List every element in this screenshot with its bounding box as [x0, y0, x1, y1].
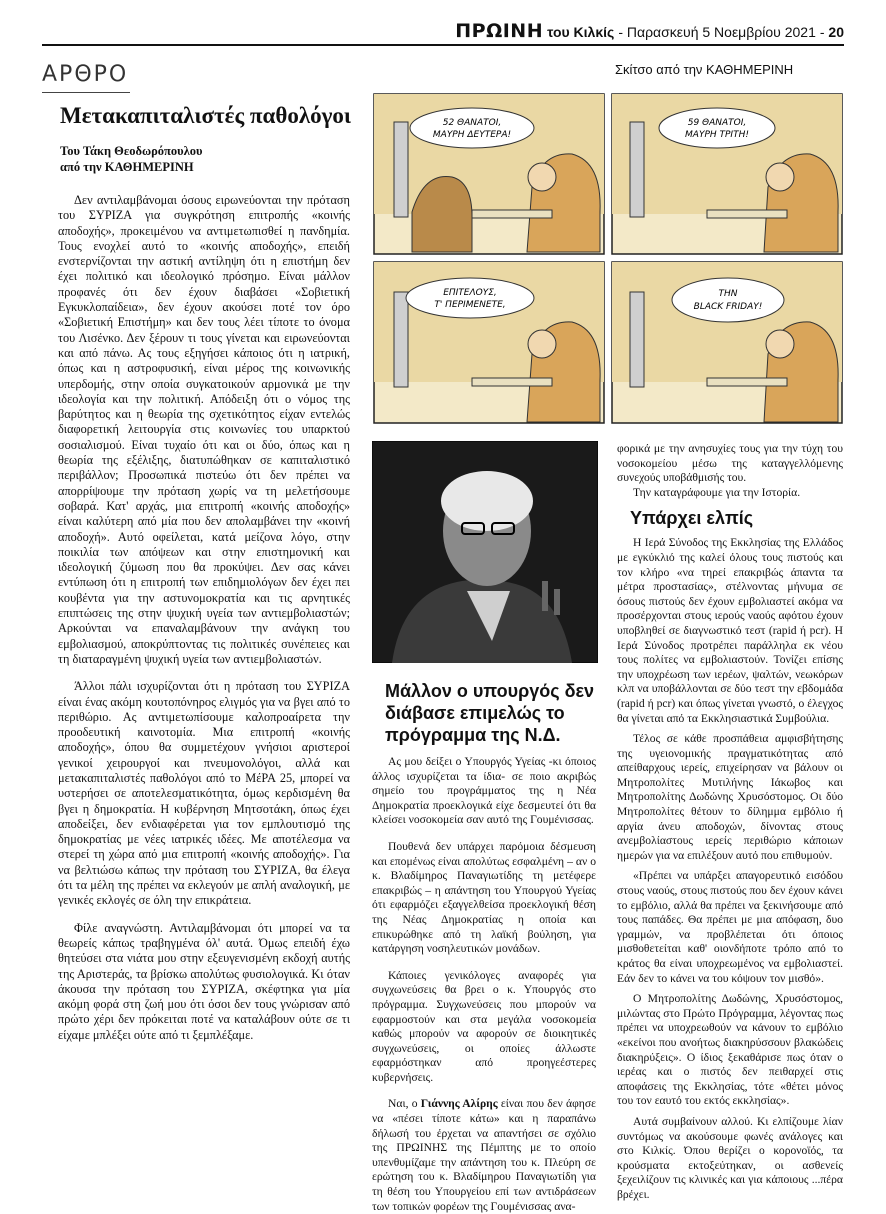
cartoon-panel-4	[612, 262, 842, 423]
cartoon-strip	[372, 92, 844, 425]
article2-paragraph: Ναι, ο Γιάννης Αλίρης είναι που δεν άφησε να «πέσει τίποτε κάτω» και η παραπάνω δήλωσή του έρχεται να απαντήσει σε σχόλιο της ΠΡΩΙΝΗΣ της Πέμπτης με το οποίο υπενθυμίζαμε την απάντηση του κ. Πλεύρη σε ερώτηση του κ. Βλαδίμηρου Παναγιωτίδη για τη θέση του Υπουργείου επί των αντιδράσεων των τοπικών φορέων της Γουμένισσας ανα-	[372, 1097, 596, 1213]
article-paragraph: Δεν αντιλαμβάνομαι όσους ειρωνεύονται την πρόταση του ΣΥΡΙΖΑ για συγκρότηση επιτροπής «κοινής αποδοχής», προκειμένου να αντιμετωπισθεί η πανδημία. Τους ενοχλεί αυτό το «κοινής αποδοχής», επειδή ενστερνίζονται την αστική αντίληψη ότι η επιστήμη δεν έχει πολιτικό και ιδεολογικό πρόσημο. Είναι μάλλον προφανές ότι δεν έχουν διαβάσει «Σοβιετική Εγκυκλοπαίδεια», δεν έχουν ακούσει ποτέ τον όρο «Σοβιετική Επιστήμη» και δεν τους λέει τίποτε το όνομα του Λισένκο. Δεν ξέρουν τι τους γίνεται και ειρωνεύονται και από πάνω. Ας τους εξηγήσει κάποιος ότι η ιατρική, όπως και η αστροφυσική, είναι μέρος της κοινωνικής υπερδομής, στην οποία συγκατοικούν αρμονικά με την ιδεολογία και την πολιτική. Απόδειξη ότι ο νόμος της βαρύτητος και η θεωρία της σχετικότητος είχαν εντελώς διαφορετική λειτουργία στις κοινωνίες του υπαρκτού σοσιαλισμού. Είναι τυχαίο ότι και οι δύο, όπως και η θεωρία της εξέλιξης, διατυπώθηκαν σε καπιταλιστικό περιβάλλον; Προσωπικά πιστεύω ότι δεν πρέπει να απορρίψουμε την πρόταση χωρίς να τη μελετήσουμε σοβαρά. Κατ' αρχάς, μια επιτροπή «κοινής αποδοχής» είναι καλύτερη από μία που δεν απολαμβάνει την «κοινή αποδοχή». Αυτό οφείλεται, κατά μείζονα λόγο, στην ποικιλία των απόψεων και στην επιστημονική και ιδεολογική ζύμωση που θα προκύψει. Δεν σας κάνει εντύπωση ότι η επιτροπή των επιδημιολόγων δεν έχει πει κουβέντα για την αστυνομοκρατία και τις αρνητικές επιπτώσεις της στην ψυχική υγεία των αντιεμβολιαστών; Αρκούνται να επαναλαμβάνουν την ανάγκη του εμβολιασμού, αποκρύπτοντας τις πολιτικές συνέπειες και τη διαταραγμένη ψυχική υγεία των αντιεμβολιαστών.	[58, 193, 350, 666]
article2-paragraph: Ας μου δείξει ο Υπουργός Υγείας -κι όποιος άλλος ισχυρίζεται τα ίδια- σε ποιο ακριβώς σημείο του προγράμματος της η Νέα Δημοκρατία προεκλογικά είχε δεσμευτεί ότι θα κλείσει νοσοκομεία σαν αυτό της Γουμένισσας.	[372, 755, 596, 827]
column3-paragraph: Τέλος σε κάθε προσπάθεια αμφισβήτησης της υγειονομικής πραγματικότητας από απείθαρχους ιερείς, επιχείρησαν να βάλουν οι Μητροπολίτες Μυτιλήνης Ιάκωβος και Μητροπολίτης Δωδώνης Χρυσόστομος. Οι δύο Μητροπολίτες θέτουν το δίλημμα εμβόλιο ή αργία άνευ αποδοχών, δίνοντας στους ανεμβολίαστους ιερείς περιθώριο κάποιων ημερών για να επιλέξουν αυτό που επιθυμούν.	[617, 732, 843, 862]
masthead-date: Παρασκευή 5 Νοεμβρίου 2021	[626, 24, 816, 40]
cartoon-credit: Σκίτσο από την ΚΑΘΗΜΕΡΙΝΗ	[615, 62, 794, 77]
column3-body	[617, 442, 843, 1203]
article-body	[58, 193, 350, 1043]
column3-paragraph: «Πρέπει να υπάρξει απαγορευτικό εισόδου στους ναούς, στους πιστούς που δεν έχουν κάνει το εμβόλιο, αλλά θα πρέπει να ξεκινήσουμε από τους παπάδες. Θα πρέπει με μια απόφαση, δυο γραμμών, να προβλέπεται ότι όποιος μισθοθετείται καθ' οιονδήποτε τρόπο από το κράτος θα είναι υποχρεωμένος να εμβολιαστεί. Εάν δεν το κάνει να του κόψουν τον μισθό».	[617, 869, 843, 985]
masthead-rule	[42, 44, 844, 46]
cartoon-text-4b: BLACK FRIDAY!	[693, 302, 763, 312]
cartoon-text-2b: ΜΑΥΡΗ ΤΡΙΤΗ!	[685, 130, 749, 140]
cartoon-panel-3	[374, 262, 604, 423]
byline-author: Του Τάκη Θεοδωρόπουλου	[60, 144, 203, 158]
masthead-logo: ΠΡΩΙΝΗ	[455, 20, 544, 42]
cartoon-text-1b: ΜΑΥΡΗ ΔΕΥΤΕΡΑ!	[432, 130, 512, 140]
masthead-subtitle: του Κιλκίς	[547, 24, 615, 40]
cartoon-panel-1	[374, 94, 604, 254]
name-bold: Γιάννης Αλίρης	[420, 1097, 498, 1111]
column3-paragraph: Αυτά συμβαίνουν αλλού. Κι ελπίζουμε λίαν συντόμως να ακούσουμε φωνές ανάλογες και στο Κιλκίς. Όπου θερίζει ο κορονοϊός, τα κρούσματα εκτοξεύτηκαν, οι ασθενείς ξεχειλίζουν τις κλινικές και για κάποιους ...πέρα βρέχει.	[617, 1114, 843, 1201]
column3-paragraph: Η Ιερά Σύνοδος της Εκκλησίας της Ελλάδος με εγκύκλιό της καλεί όλους τους πιστούς και τον κλήρο «να τηρεί επακριβώς άπαντα τα μέτρα προστασίας», στέλνοντας μήνυμα σε όσους πιστούς δεν έχουν εμβολιαστεί ακόμα να προσέρχονται στους ιερούς ναούς αφότου έχουν υποβληθεί σε διαγνωστικό τεστ (rapid ή pcr). Η Ιερά Σύνοδος προτρέπει παράλληλα εκ νέου τους πολίτες να εμβολιαστούν. Τονίζει επίσης την υποχρέωση των ιερέων, ψαλτών, νεωκόρων κλπ να υποβάλλονται σε δύο τεστ την εβδομάδα (rapid ή pcr) και όπως γίνεται γνωστό, ο έλεγχος θα γίνεται από τα Εκκλησιαστικά Συμβούλια.	[617, 536, 843, 725]
article2-body	[372, 755, 596, 1214]
column3-paragraph: Ο Μητροπολίτης Δωδώνης, Χρυσόστομος, μιλώντας στο Πρώτο Πρόγραμμα, λέγοντας πως πρέπει να υποχρεωθούν να κάνουν το εμβόλιο «εκείνοι που ανοήτως διακηρύσσουν βλακώδεις διακηρύξεις». Ο ίδιος ξεκαθάρισε πως όταν ο ιερέας και ο πιστός δεν πειθαρχεί στις αποφάσεις της Εκκλησίας, τότε «θέτει μόνος του τον εαυτό του εκτός εκκλησίας».	[617, 992, 843, 1108]
article-paragraph: Φίλε αναγνώστη. Αντιλαμβάνομαι ότι μπορεί να τα θεωρείς κάπως τραβηγμένα όλ' αυτά. Όμως επειδή έχω θητεύσει στα νιάτα μου στην εξευγενισμένη εκδοχή αυτής της Αριστεράς, τα βρίσκω απολύτως φυσιολογικά. Κι όταν άκουσα την πρόταση του ΣΥΡΙΖΑ, σκέφτηκα για μία ακόμη φορά στη ζωή μου ότι όσοι δεν τους γνώρισαν από πρώτο χέρι δεν πρόκειται ποτέ να καταλάβουν ούτε σε τι είχαμε μπλέξει ούτε από τι ξεμπλέξαμε.	[58, 920, 350, 1042]
minister-photo	[372, 441, 598, 663]
byline	[60, 143, 203, 175]
section-label: ΑΡΘΡΟ	[42, 62, 129, 87]
article-headline: Μετακαπιταλιστές παθολόγοι	[60, 103, 352, 128]
article2-paragraph: Πουθενά δεν υπάρχει παρόμοια δέσμευση και επομένως είναι απολύτως εσφαλμένη – αν ο κ. Βλαδίμηρος Παναγιωτίδης τη μετέφερε επακριβώς – η απάντηση του Υπουργού Υγείας ότι εφαρμόζει εξαγγελθείσα προεκλογική θέση της Νέας Δημοκρατίας η οποία και επικυρώθηκε από τη λαϊκή βούληση, για κατάργηση νοσηλευτικών μονάδων.	[372, 839, 596, 956]
cartoon-text-2a: 59 ΘΑΝΑΤΟΙ,	[687, 118, 747, 128]
column3-subhead: Υπάρχει ελπίς	[630, 508, 754, 528]
section-underline	[42, 92, 130, 93]
cartoon-text-4a: ΤΗΝ	[718, 289, 738, 299]
article-paragraph: Άλλοι πάλι ισχυρίζονται ότι η πρόταση του ΣΥΡΙΖΑ είναι ένας ακόμη κουτοπόνηρος ελιγμός για να βγει από το περιθώριο. Ας αντιμετωπίσουμε καλοπροαίρετα την προοδευτική καινοτομία. Μια επιτροπή «κοινής αποδοχής», όπου θα συμμετέχουν γνήσιοι αριστεροί γενικοί χειρουργοί και πνευμονολόγοι, αλλά και μετακαπιταλιστές παθολόγοι από το ΜέΡΑ 25, μπορεί να υστερήσει σε αποτελεσματικότητα, όμως κερδισμένη θα βγει η δημοκρατία. Η κυβέρνηση Μητσοτάκη, όπως έχει αποδείξει, δεν ενδιαφέρεται για τον εμπλουτισμό της δημοκρατίας με νέες ιατρικές ιδέες. Με αποτέλεσμα να στερεί τη χώρα από μια επιτροπή «κοινής αποδοχής». Για να βελτιώσω κάπως την πρόταση του ΣΥΡΙΖΑ, θα έλεγα ότι τα μέλη της πρέπει να εκλεγούν με απλή αναλογική, με γενικές εκλογές σε όλη την επικράτεια.	[58, 679, 350, 908]
article2-paragraph: Κάποιες γενικόλογες αναφορές για συγχωνεύσεις θα βρει ο κ. Υπουργός στο πρόγραμμα. Συγχωνεύσεις που μπορούν να εφαρμοστούν και στα μεγάλα νοσοκομεία καθώς μπορούν να αφορούν σε διοικητικές συγχωνεύσεις, οι οποίες άλλωστε εφαρμόστηκαν από προηγεέστερες κυβερνήσεις.	[372, 968, 596, 1084]
continued-paragraph: Την καταγράφουμε για την Ιστορία.	[633, 485, 801, 499]
page-number: 20	[828, 24, 844, 40]
byline-source: από την ΚΑΘΗΜΕΡΙΝΗ	[60, 160, 194, 174]
cartoon-text-3a: ΕΠΙΤΕΛΟΥΣ,	[443, 288, 497, 298]
article2-headline: Μάλλον ο υπουργός δεν διάβασε επιμελώς το πρόγραμμα της Ν.Δ.	[385, 681, 595, 745]
masthead: ΠΡΩΙΝΗ του Κιλκίς - Παρασκευή 5 Νοεμβρίου 2021 - 20	[455, 20, 844, 42]
continued-paragraph: φορικά με την ανησυχίες τους για την τύχη του νοσοκομείου μέσω της καταγγελλόμενης συνεχούς υποβάθμισής του.	[617, 442, 843, 485]
cartoon-text-3b: Τ' ΠΕΡΙΜΕΝΕΤΕ,	[434, 300, 506, 310]
cartoon-panel-2	[612, 94, 842, 254]
cartoon-text-1a: 52 ΘΑΝΑΤΟΙ,	[442, 118, 502, 128]
